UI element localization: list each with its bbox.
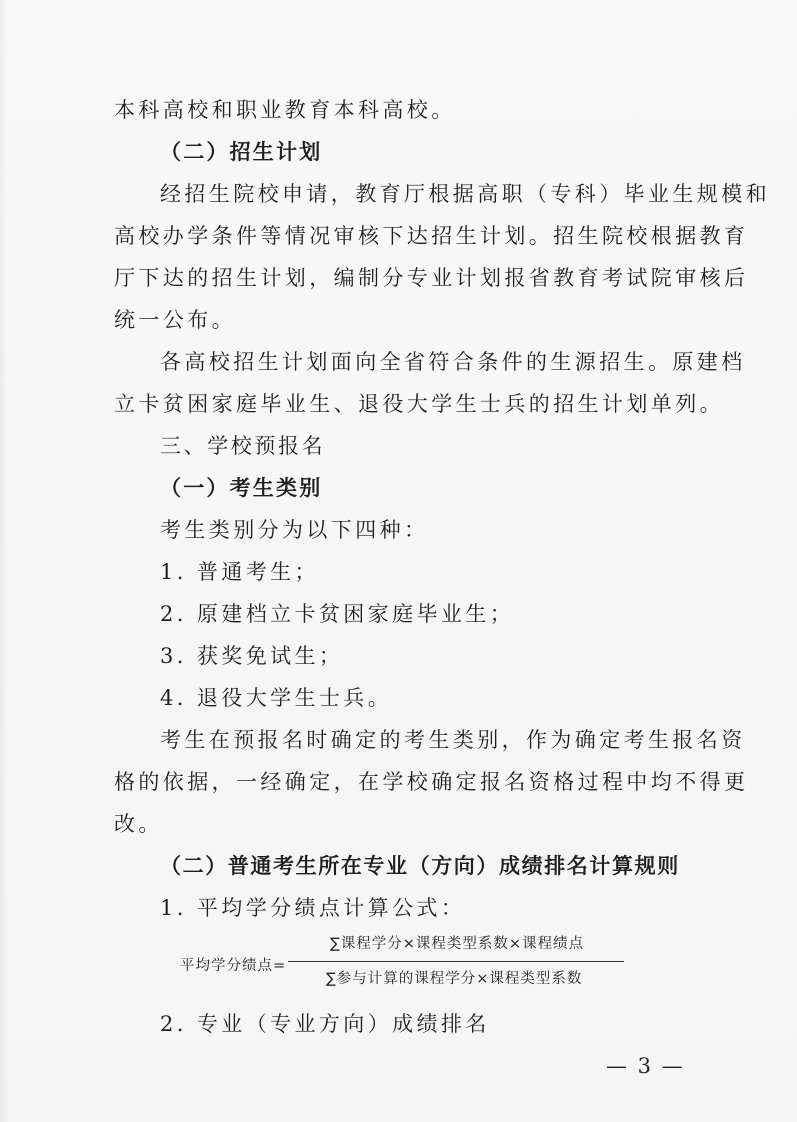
list-item-3: 3. 获奖免试生； <box>160 644 344 668</box>
text-line-8: 立卡贫困家庭毕业生、退役大学生士兵的招生计划单列。 <box>114 392 724 416</box>
section-heading-enrollment-plan: （二）招生计划 <box>160 140 323 164</box>
text-line-16: 考生在预报名时确定的考生类别，作为确定考生报名资 <box>160 728 746 752</box>
formula-lhs: 平均学分绩点= <box>180 958 287 974</box>
list-item-4: 4. 退役大学生士兵。 <box>160 686 393 710</box>
text-line-21: 2. 专业（专业方向）成绩排名 <box>160 1012 490 1036</box>
text-line-4: 高校办学条件等情况审核下达招生计划。招生院校根据教育 <box>114 224 749 248</box>
formula-heading: 1. 平均学分绩点计算公式： <box>160 896 466 920</box>
text-line-3: 经招生院校申请，教育厅根据高职（专科）毕业生规模和 <box>160 182 770 206</box>
text-line-11: 考生类别分为以下四种： <box>160 518 429 542</box>
list-item-2: 2. 原建档立卡贫困家庭毕业生； <box>160 602 515 626</box>
text-line-1: 本科高校和职业教育本科高校。 <box>114 98 456 122</box>
section-heading-preregistration: 三、学校预报名 <box>160 434 326 458</box>
scan-edge-shadow <box>0 0 8 1122</box>
gpa-formula <box>180 932 650 994</box>
formula-denominator: ∑参与计算的课程学分×课程类型系数 <box>326 971 583 987</box>
list-item-1: 1. 普通考生； <box>160 560 319 584</box>
text-line-17: 格的依据，一经确定，在学校确定报名资格过程中均不得更 <box>114 770 749 794</box>
text-line-5: 厅下达的招生计划，编制分专业计划报省教育考试院审核后 <box>114 266 749 290</box>
fraction-bar <box>288 961 624 962</box>
section-heading-ranking-rules: （二）普通考生所在专业（方向）成绩排名计算规则 <box>160 854 680 878</box>
section-heading-candidate-categories: （一）考生类别 <box>160 476 323 500</box>
text-line-7: 各高校招生计划面向全省符合条件的生源招生。原建档 <box>160 350 746 374</box>
text-line-6: 统一公布。 <box>114 308 236 332</box>
text-line-18: 改。 <box>114 812 163 836</box>
page-number: — 3 — <box>606 1054 685 1078</box>
formula-numerator: ∑课程学分×课程类型系数×课程绩点 <box>330 936 585 952</box>
